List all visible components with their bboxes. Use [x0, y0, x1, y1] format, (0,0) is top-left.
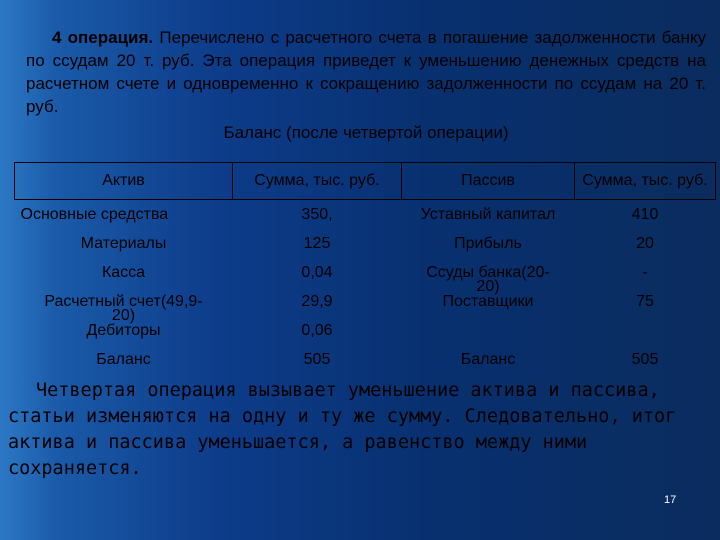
page-number: 17: [664, 494, 677, 506]
asset-sum-cell: 29,9: [301, 292, 333, 310]
liability-cell: [402, 316, 575, 345]
table-row: [15, 258, 716, 287]
asset-sum-cell: 350,: [301, 205, 333, 223]
header-liability-sum: Сумма, тыс. руб.: [575, 163, 716, 200]
operation-label: 4 операция.: [52, 28, 154, 47]
asset-sum-cell: 0,04: [301, 263, 333, 281]
liability-sum-cell: 505: [631, 350, 659, 368]
asset-sum-cell: 125: [303, 234, 331, 252]
liability-text: Ссуды банка(20-: [426, 263, 550, 281]
liability-cell: Прибыль: [454, 234, 522, 252]
table-header-row: [15, 163, 716, 200]
intro-paragraph: [26, 26, 706, 118]
asset-cell: Основные средства: [20, 205, 169, 223]
table-row: [15, 200, 716, 230]
asset-cell: [15, 287, 233, 324]
asset-text-continued: 20): [111, 306, 136, 324]
asset-text: Расчетный счет(49,9-: [44, 292, 203, 310]
balance-table: [14, 162, 716, 374]
liability-sum-cell: 20: [636, 234, 654, 252]
asset-sum-cell: 0,06: [301, 321, 333, 339]
header-asset-sum: Сумма, тыс. руб.: [233, 163, 402, 200]
liability-sum-cell: 410: [631, 205, 659, 223]
header-asset: Актив: [15, 163, 233, 200]
conclusion-paragraph: [8, 378, 688, 482]
table-row: [15, 345, 716, 374]
table-row: [15, 287, 716, 316]
table-caption: Баланс (после четвертой операции): [223, 123, 509, 142]
liability-sum-cell: -: [642, 263, 648, 281]
conclusion-text: Четвертая операция вызывает уменьшение актива и пассива, статьи изменяются на одну и ту же сумму. Следовательно, итог актива и пассива уменьшается, а равенство между ними сохраняется.: [8, 380, 677, 479]
asset-cell: Дебиторы: [86, 321, 161, 339]
asset-cell: Баланс: [96, 350, 151, 368]
liability-cell: Поставщики: [442, 292, 534, 310]
liability-text-continued: 20): [476, 277, 500, 295]
asset-sum-cell: 505: [303, 350, 331, 368]
liability-sum-cell: 75: [636, 292, 654, 310]
asset-cell: Материалы: [80, 234, 167, 252]
liability-sum-cell: [575, 316, 716, 345]
liability-cell: Баланс: [460, 350, 516, 368]
operation-description: Перечислено с расчетного счета в погашение задолженности банку по ссудам 20 т. руб. Эта операция приведет к уменьшению денежных средств на расчетном счете и одновременно к сокращению задолженности по ссудам на 20 т. руб.: [26, 28, 706, 116]
asset-cell: Касса: [101, 263, 146, 281]
header-liability: Пассив: [402, 163, 575, 200]
liability-cell: [402, 258, 575, 295]
table-row: [15, 229, 716, 258]
liability-cell: Уставный капитал: [420, 205, 556, 223]
